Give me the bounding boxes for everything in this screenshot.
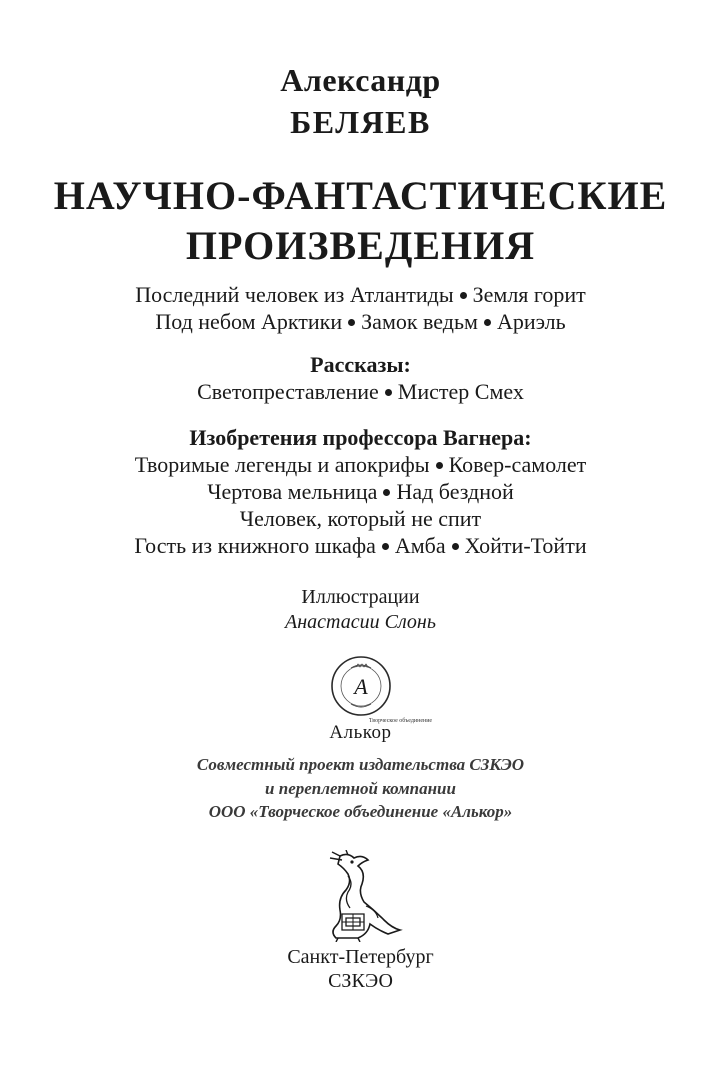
work-title: Хойти-Тойти	[464, 533, 587, 558]
illustrator-name: Анастасии Слонь	[285, 611, 436, 633]
logo-name: Алькор	[329, 722, 392, 743]
joint-project-line-1: Совместный проект издательства СЗКЭО	[196, 755, 525, 774]
wagner-row-1	[0, 452, 721, 478]
book-title-line-2: ПРОИЗВЕДЕНИЯ	[185, 223, 536, 268]
author-first-name: Александр	[280, 62, 441, 98]
work-title: Ариэль	[496, 309, 566, 334]
bullet-icon	[382, 543, 389, 550]
bullet-icon	[436, 462, 443, 469]
illustrations-label: Иллюстрации	[301, 586, 420, 608]
bullet-icon	[452, 543, 459, 550]
wagner-row-2	[0, 479, 721, 505]
work-title: Амба	[394, 533, 446, 558]
joint-project-line-3: ООО «Творческое объединение «Алькор»	[208, 802, 513, 821]
work-title: Творимые легенды и апокрифы	[134, 452, 430, 477]
wagner-row-3	[0, 506, 721, 532]
work-title: Гость из книжного шкафа	[134, 533, 376, 558]
dragon-printer-mark-icon	[318, 850, 404, 942]
bullet-icon	[348, 319, 355, 326]
stories-heading: Рассказы:	[310, 352, 411, 377]
work-title: Под небом Арктики	[155, 309, 343, 334]
wagner-heading: Изобретения профессора Вагнера:	[189, 425, 532, 450]
bullet-icon	[460, 292, 467, 299]
novels-row-2	[0, 309, 721, 335]
novels-row-1	[0, 282, 721, 308]
work-title: Замок ведьм	[361, 309, 478, 334]
logo-caption: Творческое объединение	[368, 718, 433, 724]
joint-project-line-2: и переплетной компании	[265, 779, 456, 798]
work-title: Ковер-самолет	[448, 452, 587, 477]
work-title: Мистер Смех	[397, 379, 524, 404]
work-title: Земля горит	[472, 282, 586, 307]
book-title-line-1: НАУЧНО-ФАНТАСТИЧЕСКИЕ	[53, 173, 668, 218]
stories-row-1	[0, 379, 721, 405]
imprint-city: Санкт-Петербург	[287, 946, 434, 968]
emblem-letter: А	[354, 674, 368, 699]
work-title: Чертова мельница	[207, 479, 378, 504]
author-last-name: БЕЛЯЕВ	[290, 104, 431, 140]
bullet-icon	[385, 389, 392, 396]
wagner-row-4	[0, 533, 721, 559]
work-title: Последний человек из Атлантиды	[135, 282, 454, 307]
alkor-emblem-icon	[329, 654, 393, 718]
work-title: Над бездной	[396, 479, 514, 504]
work-title: Светопреставление	[197, 379, 379, 404]
bullet-icon	[383, 489, 390, 496]
work-title: Человек, который не спит	[239, 506, 482, 531]
bullet-icon	[484, 319, 491, 326]
imprint-publisher: СЗКЭО	[328, 970, 393, 992]
